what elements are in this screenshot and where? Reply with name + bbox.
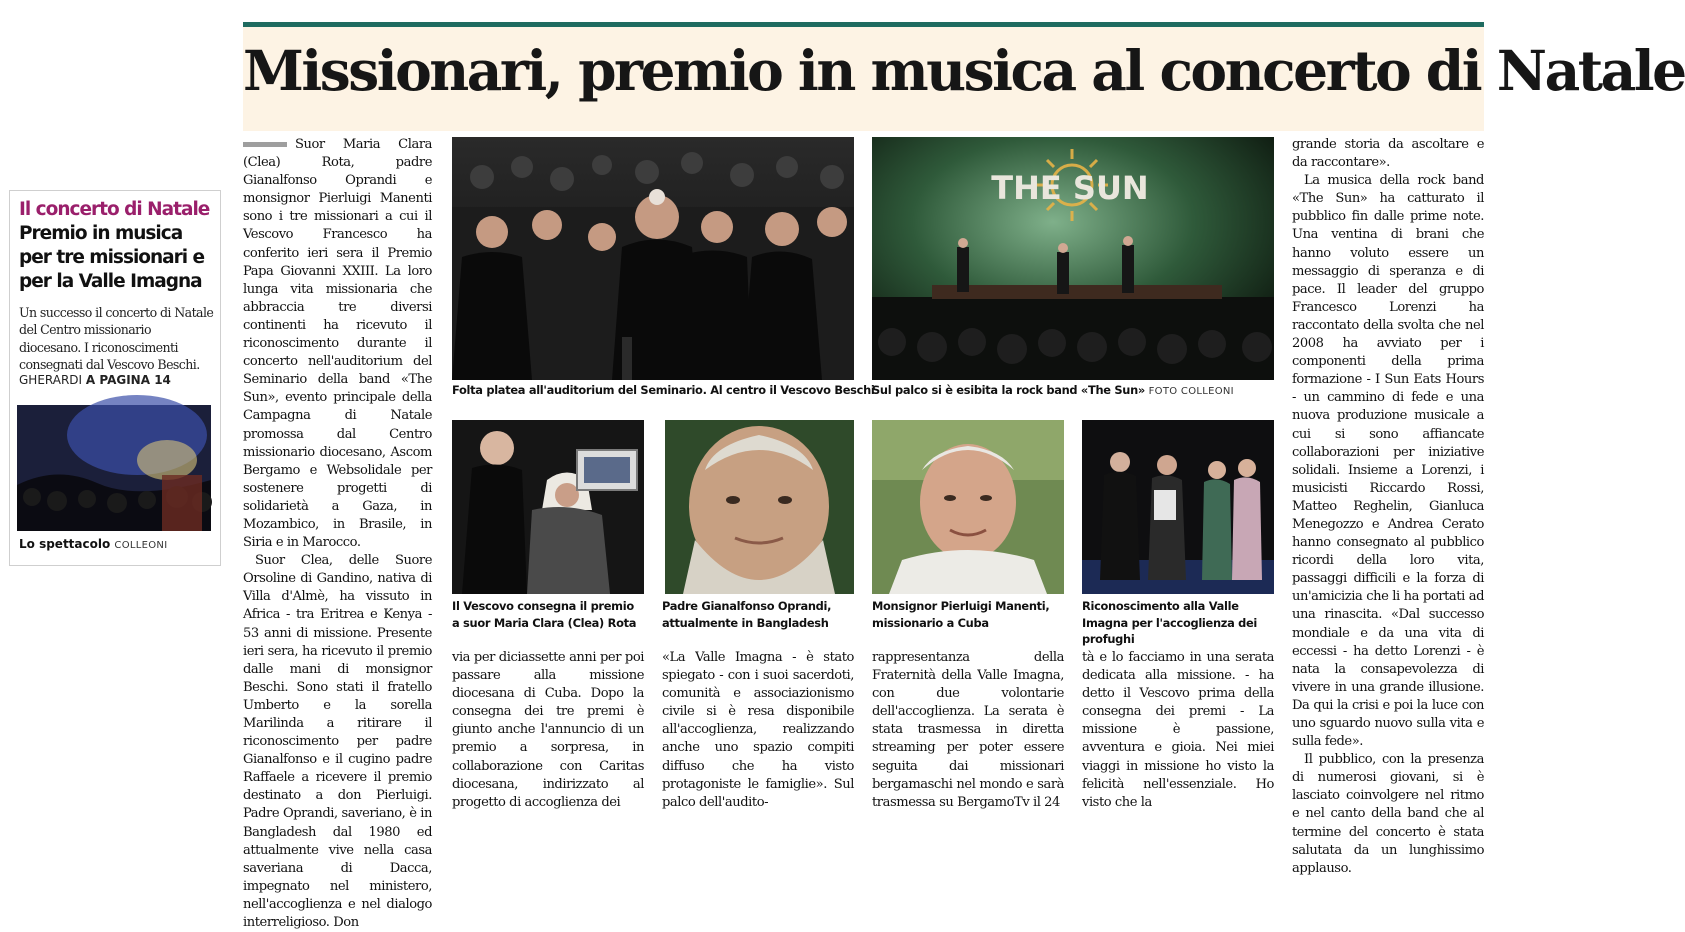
teaser-photo-caption <box>19 537 167 551</box>
article-column-4 <box>872 649 1064 810</box>
teaser-title: Premio in musica per tre missionari e per la Valle Imagna <box>19 223 205 292</box>
photo-stage <box>872 137 1274 380</box>
photo-valle-imagna-caption: Riconoscimento alla Valle Imagna per l'accoglienza dei profughi <box>1082 599 1258 646</box>
article-column-2 <box>452 649 644 810</box>
photo-audience-caption: Folta platea all'auditorium del Seminario. Al centro il Vescovo Beschi <box>452 383 875 397</box>
article-column-3 <box>662 649 854 810</box>
article-paragraph: La musica della rock band «The Sun» ha catturato il pubblico fin dalle prime note. Una ventina di brani che hanno voluto essere un messaggio di speranza e di pace. Il leader del gruppo Francesco Lorenzi ha raccontato della svolta che nel 2008 ha avviato per i componenti della prima formazione - I Sun Eats Hours - un cammino di fede e una nuova produzione musicale a cui si sono affiancate collaborazioni per iniziative solidali. Insieme a Lorenzi, i musicisti Riccardo Rossi, Matteo Reghelin, Gianluca Menegozzo e Andrea Cerato hanno consegnato al pubblico ricordi della loro vita, passaggi difficili e la forza di un'amicizia che li ha portati ad una rinascita. «Dal successo mondiale e da una vita di eccessi - ha detto Lorenzi - è nata la consapevolezza di vivere in una grande illusione. Da qui la crisi e poi la luce con uno sguardo nuovo sulla vita e sulla fede». <box>1292 173 1484 750</box>
teaser-page-ref[interactable] <box>19 373 171 387</box>
headline: Missionari, premio in musica al concerto di Natale <box>243 38 1685 103</box>
article-paragraph: tà e lo facciamo in una serata dedicata alla missione. - ha detto il Vescovo prima della consegna dei premi - La missione è passione, avventura e gioia. Nei miei viaggi in missione ho visto la felicità nell'essenziale. Ho visto che la <box>1082 650 1274 810</box>
stage-banner-text: THE SUN <box>991 169 1149 207</box>
photo-stage-credit: FOTO COLLEONI <box>1148 386 1234 397</box>
article-paragraph: Il pubblico, con la presenza di numerosi giovani, si è lasciato coinvolgere nel ritmo e nel canto della band che al termine del concerto è stata salutata da un lunghissimo applauso. <box>1292 752 1484 876</box>
photo-audience <box>452 137 854 380</box>
article-paragraph: via per diciassette anni per poi passare alla missione diocesana di Cuba. Dopo la consegna dei tre premi è giunto anche l'annuncio di un premio a sorpresa, in collaborazione con Caritas diocesana, indirizzato al progetto di accoglienza dei <box>452 650 644 810</box>
teaser-kicker: Il concerto di Natale <box>19 199 210 220</box>
teaser-photo <box>17 405 211 531</box>
photo-manenti-caption: Monsignor Pierluigi Manenti, missionario a Cuba <box>872 599 1050 630</box>
photo-stage-caption <box>872 382 1234 401</box>
article-paragraph: Suor Maria Clara (Clea) Rota, padre Gianalfonso Oprandi e monsignor Pierluigi Manenti sono i tre missionari a cui il Vescovo Francesco ha conferito ieri sera il Premio Papa Giovanni XXIII. La loro lunga vita missionaria che abbraccia tre diversi continenti ha ricevuto il riconoscimento durante il concerto nell'auditorium del Seminario della band «The Sun», evento principale della Campagna di Natale promossa dal Centro missionario diocesano, Ascom Bergamo e Websolidale per sostenere progetti di solidarietà a Gaza, in Mozambico, in Brasile, in Siria e in Marocco. <box>243 137 432 551</box>
teaser-photo-credit: COLLEONI <box>114 540 168 551</box>
photo-monsignor-manenti <box>872 420 1064 594</box>
lead-rule <box>243 142 287 147</box>
article-column-1 <box>243 136 432 931</box>
article-paragraph: «La Valle Imagna - è stato spiegato - con i suoi sacerdoti, comunità e associazionismo civile si è resa disponibile all'accoglienza, realizzando anche uno spazio compiti diffuso che ha visto protagoniste le famiglie». Sul palco dell'audito- <box>662 650 854 810</box>
teaser-ref-author: GHERARDI <box>19 373 83 387</box>
photo-award-suor-clea <box>452 420 644 594</box>
article-paragraph: rappresentanza della Fraternità della Valle Imagna, con due volontarie dell'accoglienza. La serata è stata trasmessa in diretta streaming per poter essere seguita dai missionari bergamaschi nel mondo e sarà trasmessa su BergamoTv il 24 <box>872 650 1064 810</box>
photo-valle-imagna-award <box>1082 420 1274 594</box>
photo-stage-caption-text: Sul palco si è esibita la rock band «The Sun» <box>872 383 1145 397</box>
article-paragraph: grande storia da ascoltare e da raccontare». <box>1292 137 1484 171</box>
teaser-text: Un successo il concerto di Natale del Centro missionario diocesano. I riconoscimenti consegnati dal Vescovo Beschi. <box>19 305 214 372</box>
article-column-5 <box>1082 649 1274 810</box>
teaser-ref-page: A PAGINA 14 <box>85 373 171 387</box>
photo-award-caption: Il Vescovo consegna il premio a suor Maria Clara (Clea) Rota <box>452 599 637 630</box>
article-column-6 <box>1292 136 1484 876</box>
article-paragraph: Suor Clea, delle Suore Orsoline di Gandino, nativa di Villa d'Almè, ha vissuto in Africa - tra Eritrea e Kenya - 53 anni di missione. Presente ieri sera, ha ricevuto il premio dalle mani di monsignor Beschi. Sono stati il fratello Umberto e la sorella Marilinda a ritirare il riconoscimento per padre Gianalfonso e il cugino padre Raffaele a ricevere il premio destinato a don Pierluigi. Padre Oprandi, saveriano, è in Bangladesh dal 1980 ed attualmente vive nella casa saveriana di Dacca, impegnato nel ministero, nell'accoglienza e nel dialogo interreligioso. Don <box>243 553 432 931</box>
photo-oprandi-caption: Padre Gianalfonso Oprandi, attualmente in Bangladesh <box>662 599 832 630</box>
photo-padre-oprandi <box>665 420 854 594</box>
teaser-caption-text: Lo spettacolo <box>19 537 111 551</box>
